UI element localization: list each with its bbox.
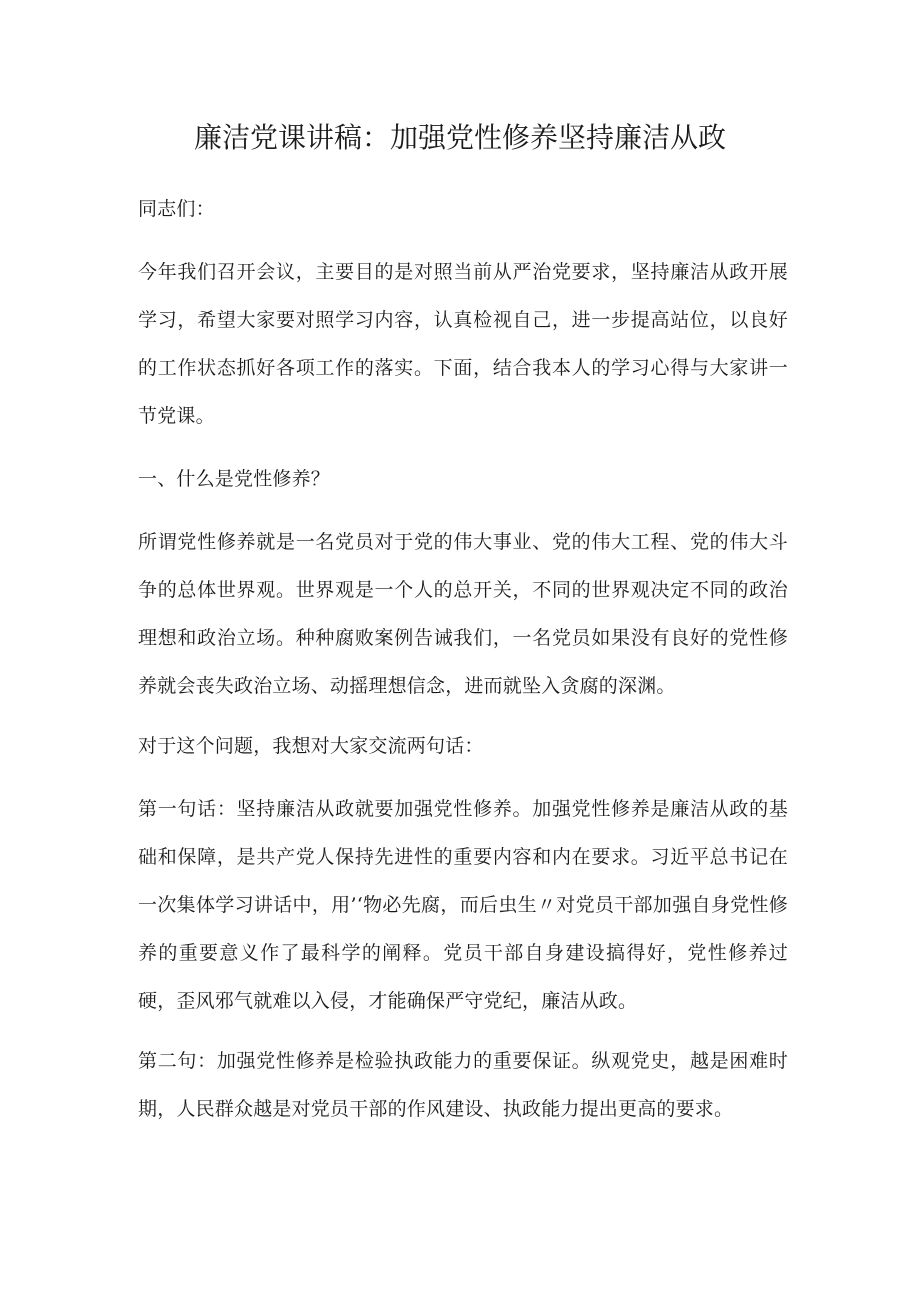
second-point-paragraph: 第二句：加强党性修养是检验执政能力的重要保证。纵观党史，越是困难时期，人民群众越是对党员干部的作风建设、执政能力提出更高的要求。	[138, 1050, 788, 1120]
document-body	[138, 185, 788, 1133]
first-point-paragraph: 第一句话：坚持廉洁从政就要加强党性修养。加强党性修养是廉洁从政的基础和保障，是共产党人保持先进性的重要内容和内在要求。习近平总书记在一次集体学习讲话中，用’‘物必先腐，而后虫生〃对党员干部加强自身党性修养的重要意义作了最科学的阐释。党员干部自身建设搞得好，党性修养过硬，歪风邪气就难以入侵，才能确保严守党纪，廉洁从政。	[138, 798, 788, 1012]
section-heading-1: 一、什么是党性修养？	[138, 468, 331, 490]
transition-paragraph: 对于这个问题，我想对大家交流两句话：	[138, 735, 484, 757]
intro-paragraph: 今年我们召开会议，主要目的是对照当前从严治党要求，坚持廉洁从政开展学习，希望大家要对照学习内容，认真检视自己，进一步提高站位，以良好的工作状态抓好各项工作的落实。下面，结合我本人的学习心得与大家讲一节党课。	[138, 261, 788, 427]
salutation: 同志们：	[138, 198, 215, 220]
document-title: 廉洁党课讲稿：加强党性修养坚持廉洁从政	[193, 121, 726, 154]
definition-paragraph: 所谓党性修养就是一名党员对于党的伟大事业、党的伟大工程、党的伟大斗争的总体世界观。世界观是一个人的总开关，不同的世界观决定不同的政治理想和政治立场。种种腐败案例告诫我们，一名党员如果没有良好的党性修养就会丧失政治立场、动摇理想信念，进而就坠入贪腐的深渊。	[138, 531, 788, 697]
